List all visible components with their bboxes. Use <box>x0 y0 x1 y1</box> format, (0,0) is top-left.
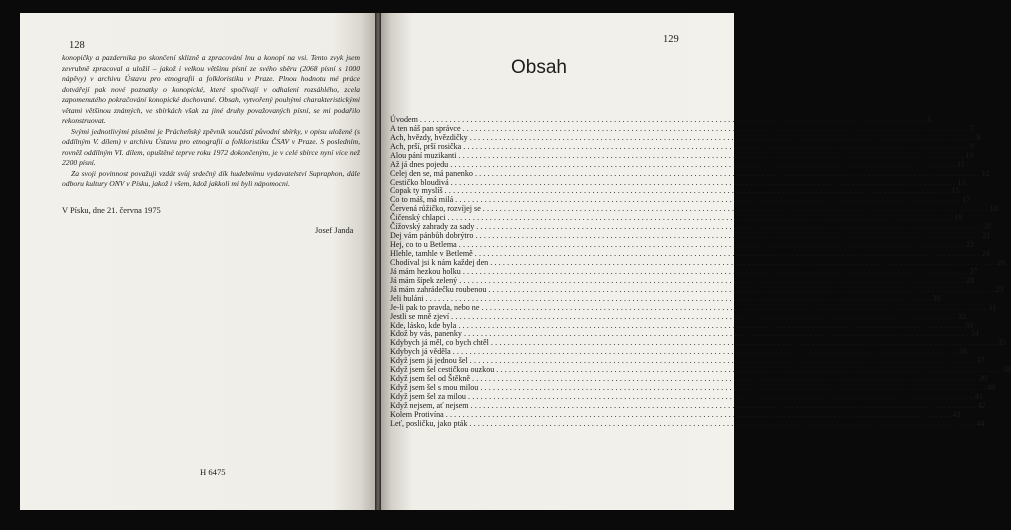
toc-entry-page: 9 <box>970 141 975 151</box>
toc-entry-page: 11 <box>957 159 965 169</box>
print-code: H 6475 <box>200 467 226 477</box>
toc-entry-title: Alou pání muzikanti <box>390 150 457 160</box>
toc-entry-page: 18 <box>989 204 998 214</box>
toc-leader-dots: ........................................................................................................................ <box>474 249 982 259</box>
toc-leader-dots: ........................................................................................................................ <box>445 409 953 419</box>
toc-entry-title: Cestičko bloudivá <box>390 177 449 187</box>
toc-entry-title: Chodíval jsi k nám každej den <box>390 257 489 267</box>
toc-entry-title: Já mám šípek zelený <box>390 275 458 285</box>
toc-entry-page: 28 <box>966 275 975 285</box>
toc-leader-dots: ........................................................................................................................ <box>458 320 966 330</box>
toc-entry-page: 26 <box>997 257 1006 267</box>
toc-entry-page: 41 <box>974 392 983 402</box>
toc-leader-dots: ........................................................................................................................ <box>419 114 927 124</box>
toc-entry-page: 21 <box>982 231 991 241</box>
toc-entry-page: 39 <box>978 374 987 384</box>
toc-leader-dots: ........................................................................................................................ <box>481 302 989 312</box>
toc-leader-dots: ........................................................................................................................ <box>469 132 977 142</box>
toc-leader-dots: ........................................................................................................................ <box>425 293 933 303</box>
toc-leader-dots: ........................................................................................................................ <box>455 195 962 205</box>
toc-leader-dots: ........................................................................................................................ <box>470 400 978 410</box>
toc-entry-page: 36 <box>959 347 968 357</box>
dateline: V Písku, dne 21. června 1975 <box>62 206 161 215</box>
toc-entry-page: 32 <box>957 311 967 321</box>
toc-entry-page: 44 <box>976 418 985 428</box>
toc-entry-title: Úvodem <box>390 114 418 124</box>
toc-leader-dots: ........................................................................................................................ <box>496 365 1004 375</box>
toc-entry-page: 29 <box>995 284 1004 294</box>
toc-entry-title: A ten náš pan správce <box>390 123 461 133</box>
toc-entry-page: 34 <box>970 329 979 339</box>
toc-entry-page: 15 <box>951 186 960 196</box>
paragraph: Svými jednotlivými písněmi je Prácheňský zpěvník součástí původní sbírky, v opisu uložené (s oddílným V. dílem) v archivu Ústavu pro etnografii a folkloristiku ČSAV v Praze. S posledním, rovněž oddílným VI. dílem, opuštěné teprve roku 1972 dokončeným, je v celé sbírce nyní více než 2200 písní. <box>62 126 360 167</box>
toc-leader-dots: ........................................................................................................................ <box>463 329 971 339</box>
toc-entry-page: 27 <box>969 266 978 276</box>
toc-leader-dots: ........................................................................................................................ <box>475 231 983 241</box>
toc-entry-title: Já mám zahrádečku roubenou <box>390 284 487 294</box>
page-number-right: 129 <box>663 34 679 45</box>
toc-entry-title: Čičenský chlapci <box>390 213 446 223</box>
toc-entry-page: 37 <box>976 356 985 366</box>
toc-entry-page: 40 <box>987 383 996 393</box>
toc-entry-title: Kdož by vás, panenky <box>390 329 462 339</box>
toc-leader-dots: ........................................................................................................................ <box>469 356 977 366</box>
toc-entry-title: Až já dnes pojedu <box>390 159 449 169</box>
toc-entry-page: 7 <box>969 123 974 133</box>
toc-leader-dots: ........................................................................................................................ <box>462 123 970 133</box>
toc-entry-title: Červená růžičko, rozvíjej se <box>390 204 481 214</box>
toc-entry-page: 19 <box>954 213 963 223</box>
toc-leader-dots: ........................................................................................................................ <box>462 266 970 276</box>
toc-entry-title: Když jsem šel od Štěkně <box>390 374 471 384</box>
toc-entry-title: Kdybych já měl, co bych chtěl <box>390 338 489 348</box>
preface-text <box>62 53 360 190</box>
toc-leader-dots: ........................................................................................................................ <box>452 347 960 357</box>
toc-leader-dots: ........................................................................................................................ <box>490 338 998 348</box>
table-of-contents <box>390 114 1011 429</box>
toc-entry-title: Dej vám pánbůh dobrýtro <box>390 231 474 241</box>
toc-leader-dots: ........................................................................................................................ <box>447 213 955 223</box>
toc-leader-dots: ........................................................................................................................ <box>480 383 988 393</box>
toc-leader-dots: ........................................................................................................................ <box>458 150 966 160</box>
toc-entry-page: 43 <box>952 409 961 419</box>
toc-entry-title: Co to máš, má milá <box>390 195 454 205</box>
toc-entry-title: Hlehle, tamhle v Betlemě <box>390 249 473 259</box>
toc-leader-dots: ........................................................................................................................ <box>459 275 967 285</box>
right-page <box>381 13 1011 510</box>
toc-leader-dots: ........................................................................................................................ <box>450 177 958 187</box>
toc-entry-page: 31 <box>988 302 997 312</box>
toc-entry-title: Ach, hvězdy, hvězdičky <box>390 132 468 142</box>
toc-entry <box>390 418 985 429</box>
toc-entry-page: 20 <box>983 222 992 232</box>
toc-entry-title: Jestli se mně zjeví <box>390 311 450 321</box>
toc-entry-title: Ach, prší, prší rosička <box>390 141 462 151</box>
left-page <box>20 13 375 510</box>
toc-entry-title: Když jsem šel s mou milou <box>390 383 479 393</box>
page-number-left: 128 <box>69 40 85 51</box>
toc-entry-page: 35 <box>997 338 1006 348</box>
toc-leader-dots: ........................................................................................................................ <box>467 392 975 402</box>
author-signature: Josef Janda <box>315 226 354 235</box>
toc-entry-page: 17 <box>961 195 971 205</box>
toc-leader-dots: ........................................................................................................................ <box>463 141 971 151</box>
toc-entry-page: 12 <box>981 168 990 178</box>
contents-title: Obsah <box>511 57 567 78</box>
toc-entry-page: 38 <box>1003 365 1011 375</box>
toc-leader-dots: ........................................................................................................................ <box>488 284 996 294</box>
toc-entry-page: 33 <box>965 320 974 330</box>
toc-entry-title: Kde, lásko, kde byla <box>390 320 457 330</box>
toc-entry-page: 13 <box>957 177 966 187</box>
toc-entry-title: Když jsem já jednou šel <box>390 356 468 366</box>
toc-entry-page: 8 <box>976 132 981 142</box>
toc-entry-page: 3 <box>926 114 931 124</box>
toc-entry-title: Je-li pak to pravda, nebo ne <box>390 302 480 312</box>
toc-entry-title: Kdybych já věděla <box>390 347 451 357</box>
toc-entry-title: Když jsem šel za milou <box>390 392 466 402</box>
toc-entry-title: Kolem Protivína <box>390 409 444 419</box>
toc-leader-dots: ........................................................................................................................ <box>444 186 952 196</box>
toc-leader-dots: ........................................................................................................................ <box>476 222 984 232</box>
toc-leader-dots: ........................................................................................................................ <box>490 257 998 267</box>
toc-entry-page: 42 <box>977 400 986 410</box>
toc-entry-page: 10 <box>965 150 974 160</box>
toc-leader-dots: ........................................................................................................................ <box>451 311 958 321</box>
toc-leader-dots: ........................................................................................................................ <box>458 240 966 250</box>
toc-entry-page: 22 <box>965 240 974 250</box>
toc-leader-dots: ........................................................................................................................ <box>450 159 958 169</box>
toc-entry-title: Copak ty myslíš <box>390 186 443 196</box>
toc-leader-dots: ........................................................................................................................ <box>472 374 979 384</box>
toc-entry-page: 24 <box>981 249 990 259</box>
toc-entry-title: Když jsem šel cestičkou ouzkou <box>390 365 495 375</box>
toc-entry-title: Čížovský zahrady za sady <box>390 222 475 232</box>
toc-entry-title: Když nejsem, ať nejsem <box>390 400 469 410</box>
toc-leader-dots: ........................................................................................................................ <box>474 168 982 178</box>
toc-entry-title: Já mám hezkou holku <box>390 266 461 276</box>
toc-entry-page: 30 <box>932 293 941 303</box>
toc-leader-dots: ........................................................................................................................ <box>482 204 990 214</box>
toc-entry-title: Leť, posličku, jako pták <box>390 418 468 428</box>
toc-entry-title: Hej, co to u Betlema <box>390 240 457 250</box>
paragraph: konopičky a pazdernika po skončení sklizně a zpracování lnu a konopí na vsi. Tento zvyk jsem zevrubně zpracoval a uložil – jakož i velkou většinu písní ze svého sběru (2068 písní s 1000 nápěvy) v archivu Ústavu pro etnografii a folkloristiku v Praze. Plnou hodnotu mé práce dotvářejí pak nové poznatky o konopické, které spočívají v odhalení rozsáhlého, zcela zapomenutého pokračování konopické dochované. Obsah, vytvořený pouhými charakteristickými větami většinou známých, ve sbírkách však za jiné druhy považovaných písní, se mi podařilo rekonstruovat. <box>62 53 360 125</box>
toc-entry-title: Celej den se, má panenko <box>390 168 473 178</box>
paragraph: Za svoji povinnost považuji vzdát svůj srdečný dík hudebnímu vydavatelství Supraphon, dále odboru kultury ONV v Písku, jakož i všem, kdož jakkoli mi byli nápomocni. <box>62 168 360 188</box>
toc-leader-dots: ........................................................................................................................ <box>469 418 977 428</box>
toc-entry-title: Jeli huláni <box>390 293 424 303</box>
